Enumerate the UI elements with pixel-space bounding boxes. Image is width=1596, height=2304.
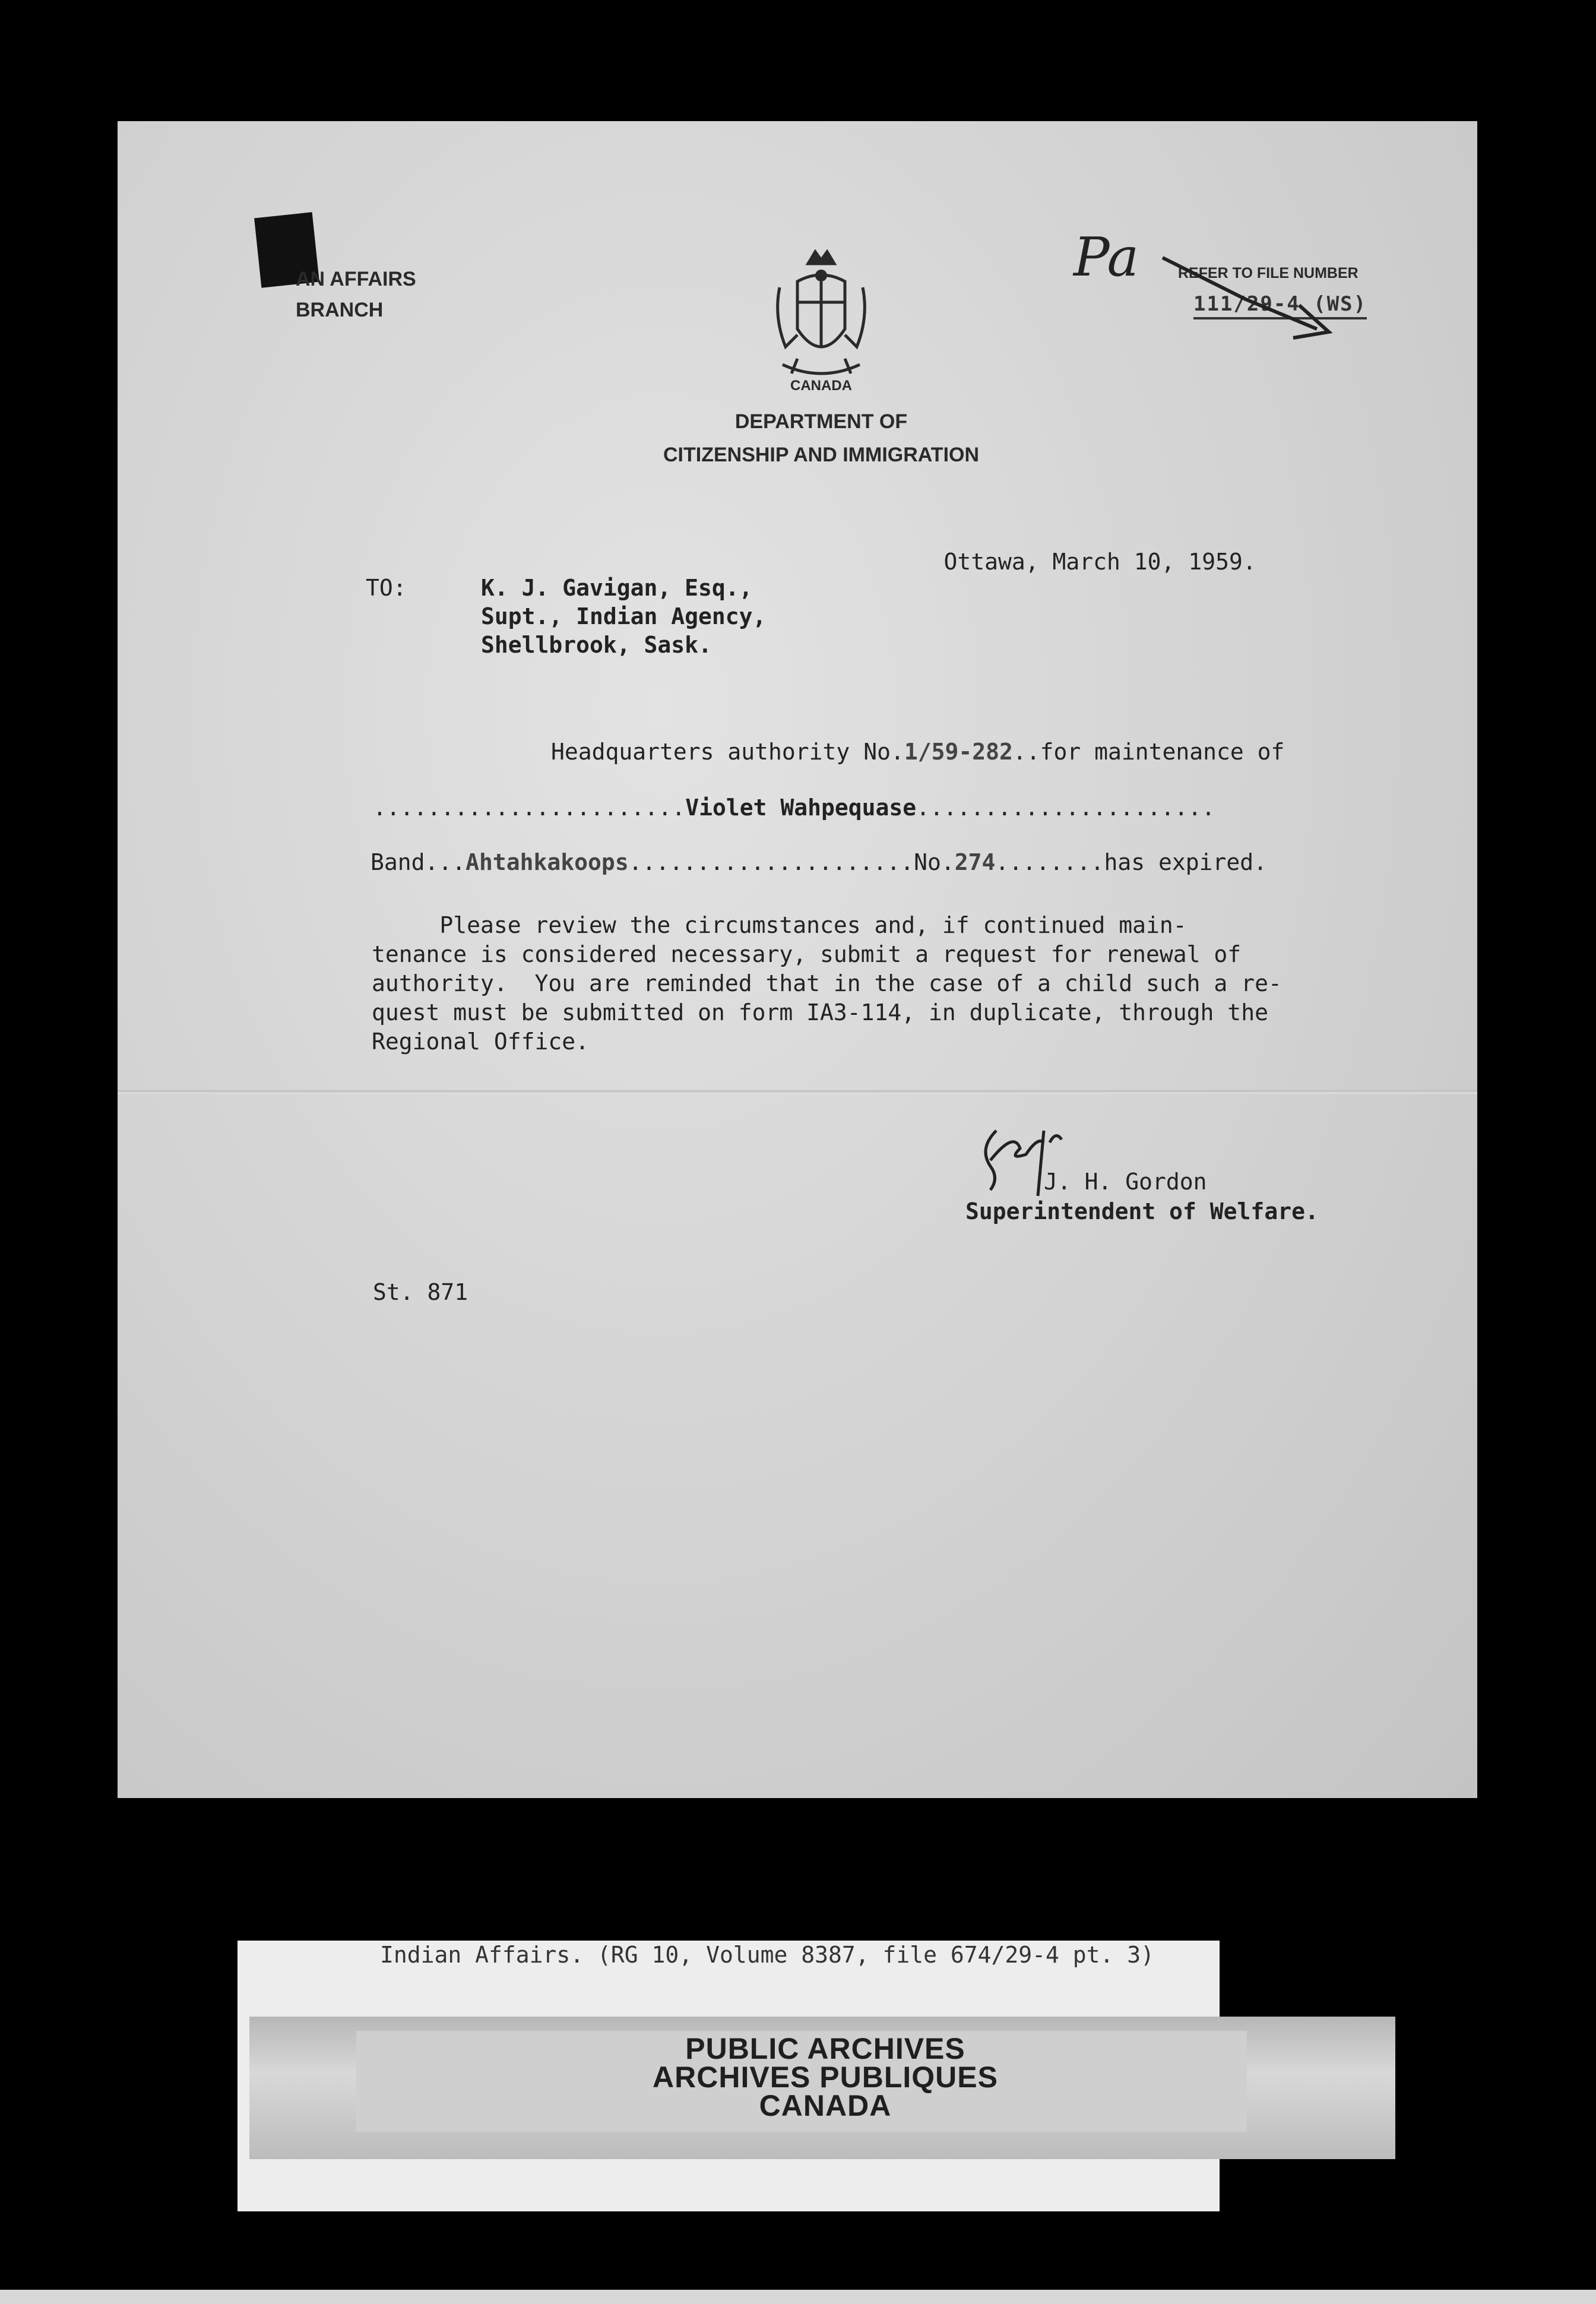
body-paragraph: Please review the circumstances and, if continued main- tenance is considered necessary, submit a request for renewal of authority. You are reminded that in the case of a child such a re- quest must be submitted on form IA3-114, in duplicate, through the Regional Office. (372, 912, 1282, 1055)
authority-number: 1/59-282 (904, 739, 1013, 765)
band-dots: ..................... (628, 849, 914, 875)
authority-line (551, 739, 1284, 765)
recipient-line-3: Shellbrook, Sask. (481, 632, 712, 658)
no-label: No. (914, 849, 955, 875)
name-line (373, 795, 1215, 821)
page-fold (118, 1090, 1477, 1094)
name-dots-right: ...................... (916, 795, 1215, 821)
name-dots-left: ....................... (373, 795, 686, 821)
department-name (628, 405, 1014, 471)
band-label: Band... (370, 849, 466, 875)
letter-page (118, 121, 1477, 1798)
file-number: 111/29-4 (WS) (1193, 292, 1367, 319)
band-line (370, 849, 1267, 875)
authority-prefix: Headquarters authority No. (551, 739, 904, 765)
stamp-line-1: PUBLIC ARCHIVES (685, 2032, 965, 2065)
department-line-1: DEPARTMENT OF (734, 410, 908, 433)
archive-reference: Indian Affairs. (RG 10, Volume 8387, file 674/29-4 pt. 3) (380, 1942, 1155, 1968)
film-edge (0, 2290, 1596, 2304)
stamp-line-3: CANADA (759, 2089, 892, 2122)
person-name: Violet Wahpequase (685, 795, 917, 821)
reference-code: St. 871 (373, 1279, 468, 1305)
branch-line-1: AN AFFAIRS (296, 268, 416, 290)
band-number: 274 (954, 849, 996, 875)
coat-of-arms-icon (762, 246, 881, 388)
branch-heading (296, 264, 416, 325)
recipient-line-2: Supt., Indian Agency, (481, 603, 767, 629)
to-label: TO: (366, 575, 407, 601)
refer-to-file-label: REFER TO FILE NUMBER (1178, 265, 1358, 281)
archives-stamp (618, 2034, 1033, 2120)
country-label: CANADA (790, 378, 852, 394)
department-line-2: CITIZENSHIP AND IMMIGRATION (663, 444, 980, 466)
recipient-line-1: K. J. Gavigan, Esq., (481, 575, 753, 601)
handwritten-note: Pa (1074, 226, 1139, 289)
expired-text: has expired. (1104, 849, 1267, 875)
signatory-title: Superintendent of Welfare. (965, 1198, 1319, 1224)
stamp-line-2: ARCHIVES PUBLIQUES (653, 2061, 998, 2094)
date-text: Ottawa, March 10, 1959. (943, 549, 1256, 575)
no-dots: ........ (995, 849, 1104, 875)
handwritten-arrow-annotation (949, 204, 1424, 359)
branch-line-2: BRANCH (296, 299, 384, 321)
signatory-name: J. H. Gordon (1044, 1169, 1207, 1195)
band-name: Ahtahkakoops (466, 849, 629, 875)
date-line (889, 523, 1256, 601)
authority-suffix: ..for maintenance of (1012, 739, 1285, 765)
